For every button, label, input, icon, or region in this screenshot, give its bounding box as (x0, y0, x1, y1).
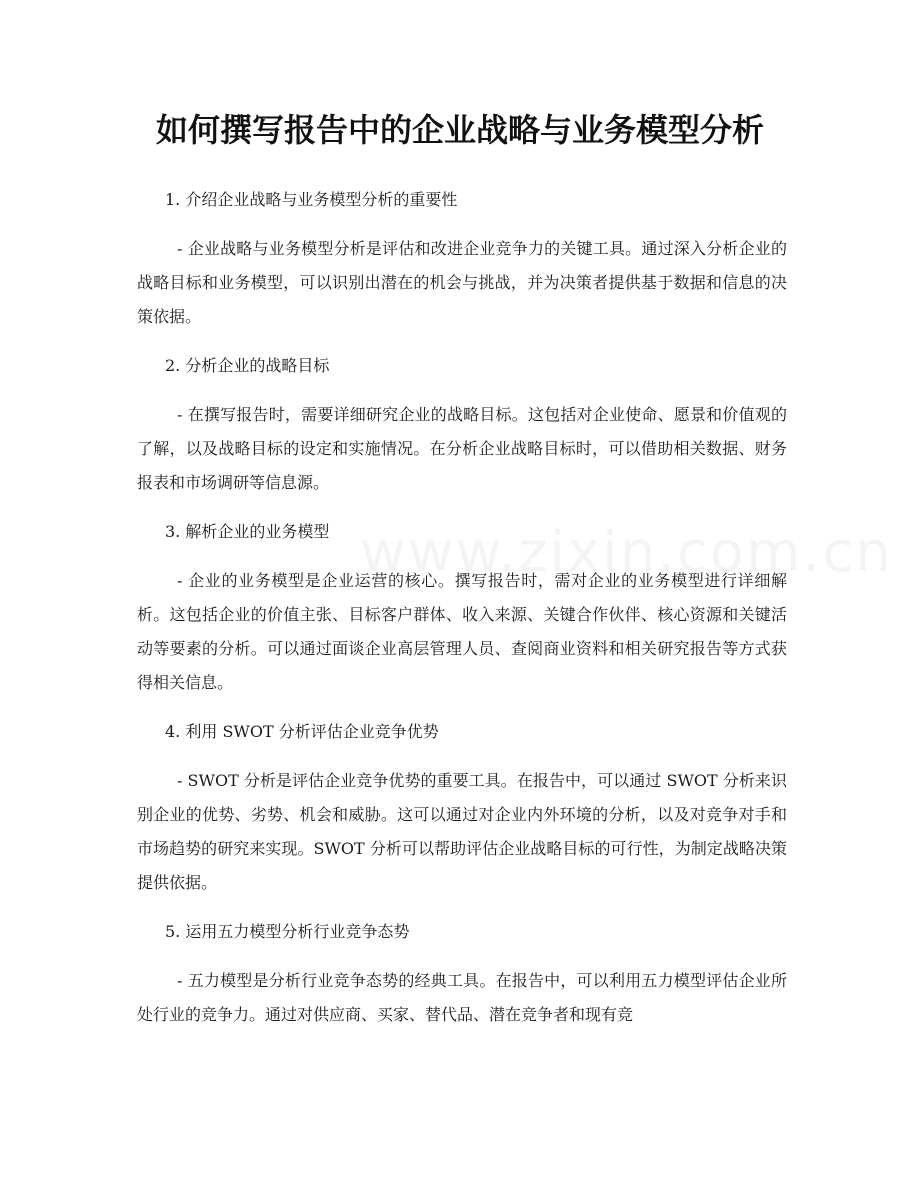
section-heading-5: 5. 运用五力模型分析行业竞争态势 (165, 922, 410, 941)
section-heading-2: 2. 分析企业的战略目标 (165, 356, 330, 375)
section-body-2: - 在撰写报告时，需要详细研究企业的战略目标。这包括对企业使命、愿景和价值观的了解，以及战略目标的设定和实施情况。在分析企业战略目标时，可以借助相关数据、财务报表和市场调研等信息源。 (137, 405, 787, 492)
section-body-5: - 五力模型是分析行业竞争态势的经典工具。在报告中，可以利用五力模型评估企业所处行业的竞争力。通过对供应商、买家、替代品、潜在竞争者和现有竞 (137, 971, 787, 1024)
document-title: 如何撰写报告中的企业战略与业务模型分析 (155, 111, 764, 149)
section-heading-4: 4. 利用 SWOT 分析评估企业竞争优势 (165, 722, 439, 741)
section-body-4: - SWOT 分析是评估企业竞争优势的重要工具。在报告中，可以通过 SWOT 分析来识别企业的优势、劣势、机会和威胁。这可以通过对企业内外环境的分析，以及对竞争对手和市场趋势的研究来实现。SWOT 分析可以帮助评估企业战略目标的可行性，为制定战略决策提供依据。 (137, 771, 787, 892)
section-body-3: - 企业的业务模型是企业运营的核心。撰写报告时，需对企业的业务模型进行详细解析。这包括企业的价值主张、目标客户群体、收入来源、关键合作伙伴、核心资源和关键活动等要素的分析。可以通过面谈企业高层管理人员、查阅商业资料和相关研究报告等方式获得相关信息。 (137, 571, 787, 692)
section-heading-3: 3. 解析企业的业务模型 (165, 522, 330, 541)
document-body (137, 182, 787, 1032)
section-heading-1: 1. 介绍企业战略与业务模型分析的重要性 (165, 190, 458, 209)
section-body-1: - 企业战略与业务模型分析是评估和改进企业竞争力的关键工具。通过深入分析企业的战略目标和业务模型，可以识别出潜在的机会与挑战，并为决策者提供基于数据和信息的决策依据。 (137, 239, 787, 326)
